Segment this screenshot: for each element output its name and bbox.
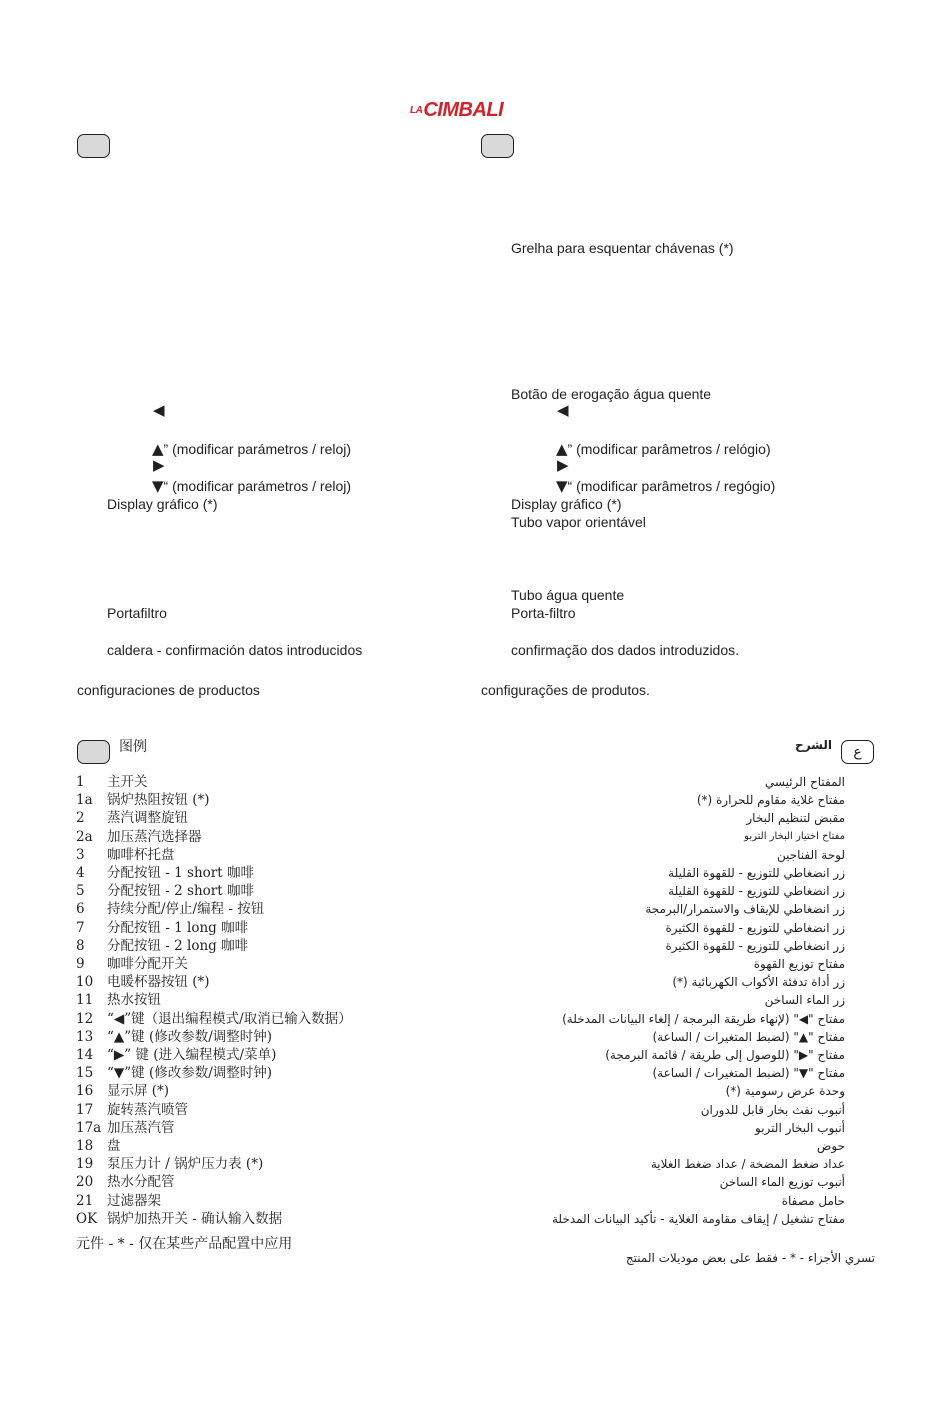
legend-item: زر الماء الساخن xyxy=(764,993,845,1008)
up-arrow-icon: ▲ xyxy=(152,440,164,458)
legend-item xyxy=(76,882,254,900)
legend-item-text: 主开关 xyxy=(107,774,148,790)
legend-item: زر انضغاطي للتوزيع - للقهوة الكثيرة xyxy=(665,920,845,935)
cup-warmer-label: Grelha para esquentar chávenas (*) xyxy=(511,240,734,256)
legend-item-number: 18 xyxy=(76,1138,94,1154)
legend-item-number: 11 xyxy=(76,992,94,1009)
legend-item: زر انضغاطي للتوزيع - للقهوة القليلة xyxy=(668,884,845,899)
portafilter-label: Porta-filtro xyxy=(511,605,576,621)
legend-item xyxy=(76,1010,352,1028)
legend-item-number: 2a xyxy=(76,828,93,845)
legend-item xyxy=(76,937,248,955)
footnote: configurações de produtos. xyxy=(481,682,650,698)
legend-item: أنبوب توزيع الماء الساخن xyxy=(719,1175,845,1190)
legend-item-number: 1a xyxy=(76,792,93,809)
brand-logo: LACIMBALI xyxy=(410,99,504,121)
display-label: Display gráfico (*) xyxy=(107,496,218,512)
footnote: تسري الأجزاء - * - فقط على بعض موديلات المنتج xyxy=(625,1251,875,1265)
legend-item-text: 持续分配/停止/编程 - 按钮 xyxy=(107,901,265,918)
legend-item: زر انضغاطي للتوزيع - للقهوة القليلة xyxy=(668,866,845,880)
legend-item: زر انضغاطي للإيقاف والاستمرار/البرمجة xyxy=(645,902,845,917)
up-key-description: ▲” (modificar parâmetros / relógio) xyxy=(556,440,771,458)
legend-item-text: 电暖杯器按钮 (*) xyxy=(107,974,210,991)
legend-item xyxy=(76,1028,272,1046)
language-tab-chinese xyxy=(77,740,110,764)
hot-water-tube-label: Tubo água quente xyxy=(511,587,625,603)
language-tab-spanish xyxy=(77,134,110,158)
legend-item-number: 17 xyxy=(76,1101,94,1118)
legend-item-number: 17a xyxy=(76,1119,102,1136)
legend-item-number: 2 xyxy=(76,810,85,827)
legend-item: أنبوب البخار التربو xyxy=(755,1120,845,1135)
legend-item: لوحة الفناجين xyxy=(776,847,845,862)
legend-item: مفتاح "▲" (لضبط المتغيرات / الساعة) xyxy=(652,1029,845,1044)
legend-item xyxy=(76,773,148,791)
legend-item-number: 16 xyxy=(76,1083,94,1100)
legend-item-number: 20 xyxy=(76,1174,94,1191)
legend-item xyxy=(76,919,248,937)
legend-item-text: “▲”键 (修改参数/调整时钟) xyxy=(107,1028,273,1045)
legend-item: مفتاح "▼" (لضبط المتغيرات / الساعة) xyxy=(652,1066,845,1081)
legend-item-text: 分配按钮 - 1 short 咖啡 xyxy=(107,865,254,881)
legend-item-number: 1 xyxy=(76,774,85,790)
legend-item-number: 15 xyxy=(76,1065,94,1082)
legend-item xyxy=(76,1173,175,1191)
up-arrow-icon: ▲ xyxy=(556,440,568,458)
legend-item-text: “▼”键 (修改参数/调整时钟) xyxy=(107,1065,273,1082)
legend-item: مفتاح اختيار البخار التربو xyxy=(744,830,845,842)
legend-item: مفتاح "▶" (للوصول إلى طريقة / قائمة البرمجة) xyxy=(605,1048,845,1062)
legend-item-number: 12 xyxy=(76,1010,94,1027)
display-label: Display gráfico (*) xyxy=(511,496,622,512)
language-tab-portuguese xyxy=(481,134,514,158)
legend-item-number: 7 xyxy=(76,919,85,936)
legend-item-number: 14 xyxy=(76,1047,94,1063)
legend-item-text: 分配按钮 - 2 long 咖啡 xyxy=(107,937,249,954)
legend-item-text: 过滤器架 xyxy=(107,1192,161,1209)
legend-item: حوض xyxy=(816,1139,845,1153)
legend-item: أنبوب نفث بخار قابل للدوران xyxy=(700,1102,845,1117)
legend-item xyxy=(76,846,175,864)
legend-item: مفتاح غلاية مقاوم للحرارة (*) xyxy=(696,793,845,808)
up-key-description: ▲” (modificar parámetros / reloj) xyxy=(152,440,352,458)
legend-item-text: 热水分配管 xyxy=(107,1174,175,1191)
legend-item: مفتاح تشغيل / إيقاف مقاومة الغلاية - تأكيد البيانات المدخلة xyxy=(552,1211,845,1226)
legend-item-text: 加压蒸汽管 xyxy=(107,1119,175,1136)
legend-item: مفتاح "◀" (لإنهاء طريقة البرمجة / إلغاء البيانات المدخلة) xyxy=(562,1011,845,1026)
legend-item-number: 21 xyxy=(76,1192,94,1209)
down-arrow-icon: ▼ xyxy=(556,477,568,495)
legend-item xyxy=(76,1119,175,1137)
language-tab-arabic: ع xyxy=(841,740,874,764)
legend-item xyxy=(76,1137,121,1155)
legend-item-number: 19 xyxy=(76,1156,94,1173)
footnote: 元件 - * - 仅在某些产品配置中应用 xyxy=(76,1236,293,1252)
legend-item-number: 3 xyxy=(76,846,85,863)
legend-item: مفتاح توزيع القهوة xyxy=(753,957,845,971)
legend-item-text: 加压蒸汽选择器 xyxy=(107,828,202,845)
legend-item xyxy=(76,900,264,918)
legend-item: المفتاح الرئيسي xyxy=(764,775,845,789)
legend-item xyxy=(76,1064,272,1082)
legend-item xyxy=(76,1210,282,1228)
legend-item xyxy=(76,1192,161,1210)
steam-wand-label: Tubo vapor orientável xyxy=(511,514,646,530)
legend-item-number: 8 xyxy=(76,937,85,954)
ok-key-description: confirmação dos dados introduzidos. xyxy=(511,642,740,658)
legend-title: الشرح xyxy=(795,738,832,752)
down-arrow-icon: ▼ xyxy=(152,477,164,495)
legend-item-number: 9 xyxy=(76,956,85,972)
down-key-description: ▼“ (modificar parámetros / reloj) xyxy=(152,477,352,495)
footnote: configuraciones de productos xyxy=(77,682,260,698)
legend-item-number: OK xyxy=(76,1210,98,1227)
legend-item xyxy=(76,1101,188,1119)
legend-item xyxy=(76,973,210,991)
legend-item-text: 泵压力计 / 锅炉压力表 (*) xyxy=(107,1156,264,1173)
legend-item xyxy=(76,991,161,1009)
hot-water-button-label: Botão de erogação água quente xyxy=(511,386,712,402)
legend-item xyxy=(76,791,210,809)
legend-item-text: “◀”键（退出编程模式/取消已输入数据） xyxy=(107,1010,352,1027)
legend-item xyxy=(76,955,188,973)
legend-item xyxy=(76,809,188,827)
legend-item: وحدة عرض رسومية (*) xyxy=(725,1084,845,1099)
left-arrow-icon: ◀ xyxy=(557,401,569,419)
legend-item-text: 分配按钮 - 1 long 咖啡 xyxy=(107,919,249,936)
legend-item-text: 锅炉加热开关 - 确认输入数据 xyxy=(107,1210,283,1227)
legend-item-number: 13 xyxy=(76,1028,94,1045)
legend-item xyxy=(76,864,254,882)
legend-item-text: 蒸汽调整旋钮 xyxy=(107,810,188,827)
legend-item-number: 10 xyxy=(76,974,94,991)
legend-item xyxy=(76,1082,169,1100)
legend-item-number: 5 xyxy=(76,883,85,900)
legend-item: زر أداة تدفئة الأكواب الكهربائية (*) xyxy=(672,975,845,990)
legend-item-text: 旋转蒸汽喷管 xyxy=(107,1101,188,1118)
legend-item xyxy=(76,828,202,846)
portafilter-label: Portafiltro xyxy=(107,605,167,621)
legend-item-number: 4 xyxy=(76,865,85,881)
legend-item-text: 热水按钮 xyxy=(107,992,161,1009)
legend-item-text: 咖啡分配开关 xyxy=(107,956,188,972)
legend-item-text: 显示屏 (*) xyxy=(107,1083,170,1100)
right-arrow-icon: ▶ xyxy=(153,456,165,474)
legend-item: حامل مصفاة xyxy=(781,1193,845,1208)
legend-item: زر انضغاطي للتوزيع - للقهوة الكثيرة xyxy=(665,938,845,953)
legend-item: عداد ضغط المضخة / عداد ضغط الغلاية xyxy=(650,1157,845,1172)
legend-item-text: 咖啡杯托盘 xyxy=(107,846,175,863)
legend-item: مقبض لتنظيم البخار xyxy=(746,811,845,826)
legend-item-number: 6 xyxy=(76,901,85,918)
legend-title: 图例 xyxy=(119,739,147,755)
left-arrow-icon: ◀ xyxy=(153,401,165,419)
legend-item-text: 盘 xyxy=(107,1138,121,1154)
legend-item xyxy=(76,1046,276,1064)
right-arrow-icon: ▶ xyxy=(557,456,569,474)
down-key-description: ▼“ (modificar parâmetros / regógio) xyxy=(556,477,776,495)
legend-item-text: 分配按钮 - 2 short 咖啡 xyxy=(107,883,254,900)
legend-item-text: “▶” 键 (进入编程模式/菜单) xyxy=(107,1047,277,1063)
ok-key-description: caldera - confirmación datos introducidos xyxy=(107,642,363,658)
legend-item xyxy=(76,1155,263,1173)
legend-item-text: 锅炉热阻按钮 (*) xyxy=(107,792,210,809)
